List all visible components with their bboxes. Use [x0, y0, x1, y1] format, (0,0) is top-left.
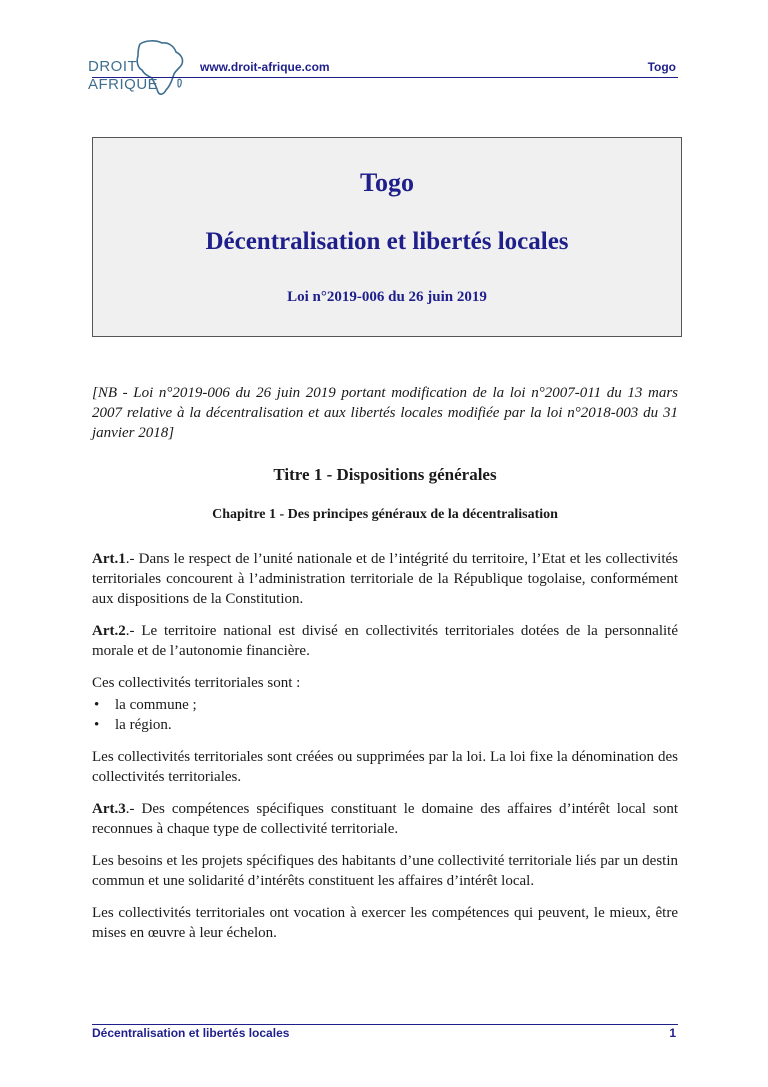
article-2-label: Art.2 [92, 623, 126, 639]
article-2-text: .- Le territoire national est divisé en collectivités territoriales dotées de la personnalité morale et de l’autonomie financière. [92, 623, 678, 659]
list-item: • la région. [92, 715, 678, 735]
header-rule [92, 77, 678, 78]
article-3-paragraph-2: Les besoins et les projets spécifiques des habitants d’une collectivité territoriale liés par un destin commun et une solidarité d’intérêts constituent les affaires d’intérêt local. [92, 853, 678, 889]
document-title: Décentralisation et libertés locales [205, 228, 569, 255]
title-box [92, 137, 682, 337]
header-country: Togo [647, 60, 676, 74]
header-site-link[interactable]: www.droit-afrique.com [200, 60, 330, 74]
footer-rule [92, 1024, 678, 1025]
droit-afrique-logo [88, 34, 198, 104]
footer-title: Décentralisation et libertés locales [92, 1026, 290, 1040]
nb-note: [NB - Loi n°2019-006 du 26 juin 2019 portant modification de la loi n°2007-011 du 13 mars 2007 relative à la décentralisation et aux libertés locales modifiée par la loi n°2018-003 du 31 janvier 2018] [92, 385, 678, 441]
document-body [92, 383, 678, 955]
article-1-label: Art.1 [92, 551, 126, 567]
title-country: Togo [360, 168, 414, 197]
article-1 [92, 549, 678, 609]
article-3-text: .- Des compétences spécifiques constituant le domaine des affaires d’intérêt local sont reconnues à chaque type de collectivité territoriale. [92, 801, 678, 837]
logo-text-line1: DROIT [88, 58, 138, 75]
article-2 [92, 621, 678, 661]
section-title: Titre 1 - Dispositions générales [273, 465, 497, 484]
article-3-label: Art.3 [92, 801, 126, 817]
chapter-title: Chapitre 1 - Des principes généraux de la décentralisation [212, 507, 558, 522]
page-number: 1 [669, 1026, 676, 1040]
article-2-paragraph-2: Les collectivités territoriales sont créées ou supprimées par la loi. La loi fixe la dénomination des collectivités territoriales. [92, 749, 678, 785]
logo-text-line2: AFRIQUE [88, 76, 159, 93]
law-reference: Loi n°2019-006 du 26 juin 2019 [287, 289, 487, 305]
article-3 [92, 799, 678, 839]
article-1-text: .- Dans le respect de l’unité nationale et de l’intégrité du territoire, l’Etat et les collectivités territoriales concourent à l’administration territoriale de la République togolaise, conformément aux dispositions de la Constitution. [92, 551, 678, 607]
list-item: • la commune ; [92, 695, 678, 715]
collectivites-list [92, 695, 678, 735]
list-intro: Ces collectivités territoriales sont : [92, 675, 301, 691]
article-3-paragraph-3: Les collectivités territoriales ont vocation à exercer les compétences qui peuvent, le mieux, être mises en œuvre à leur échelon. [92, 905, 678, 941]
